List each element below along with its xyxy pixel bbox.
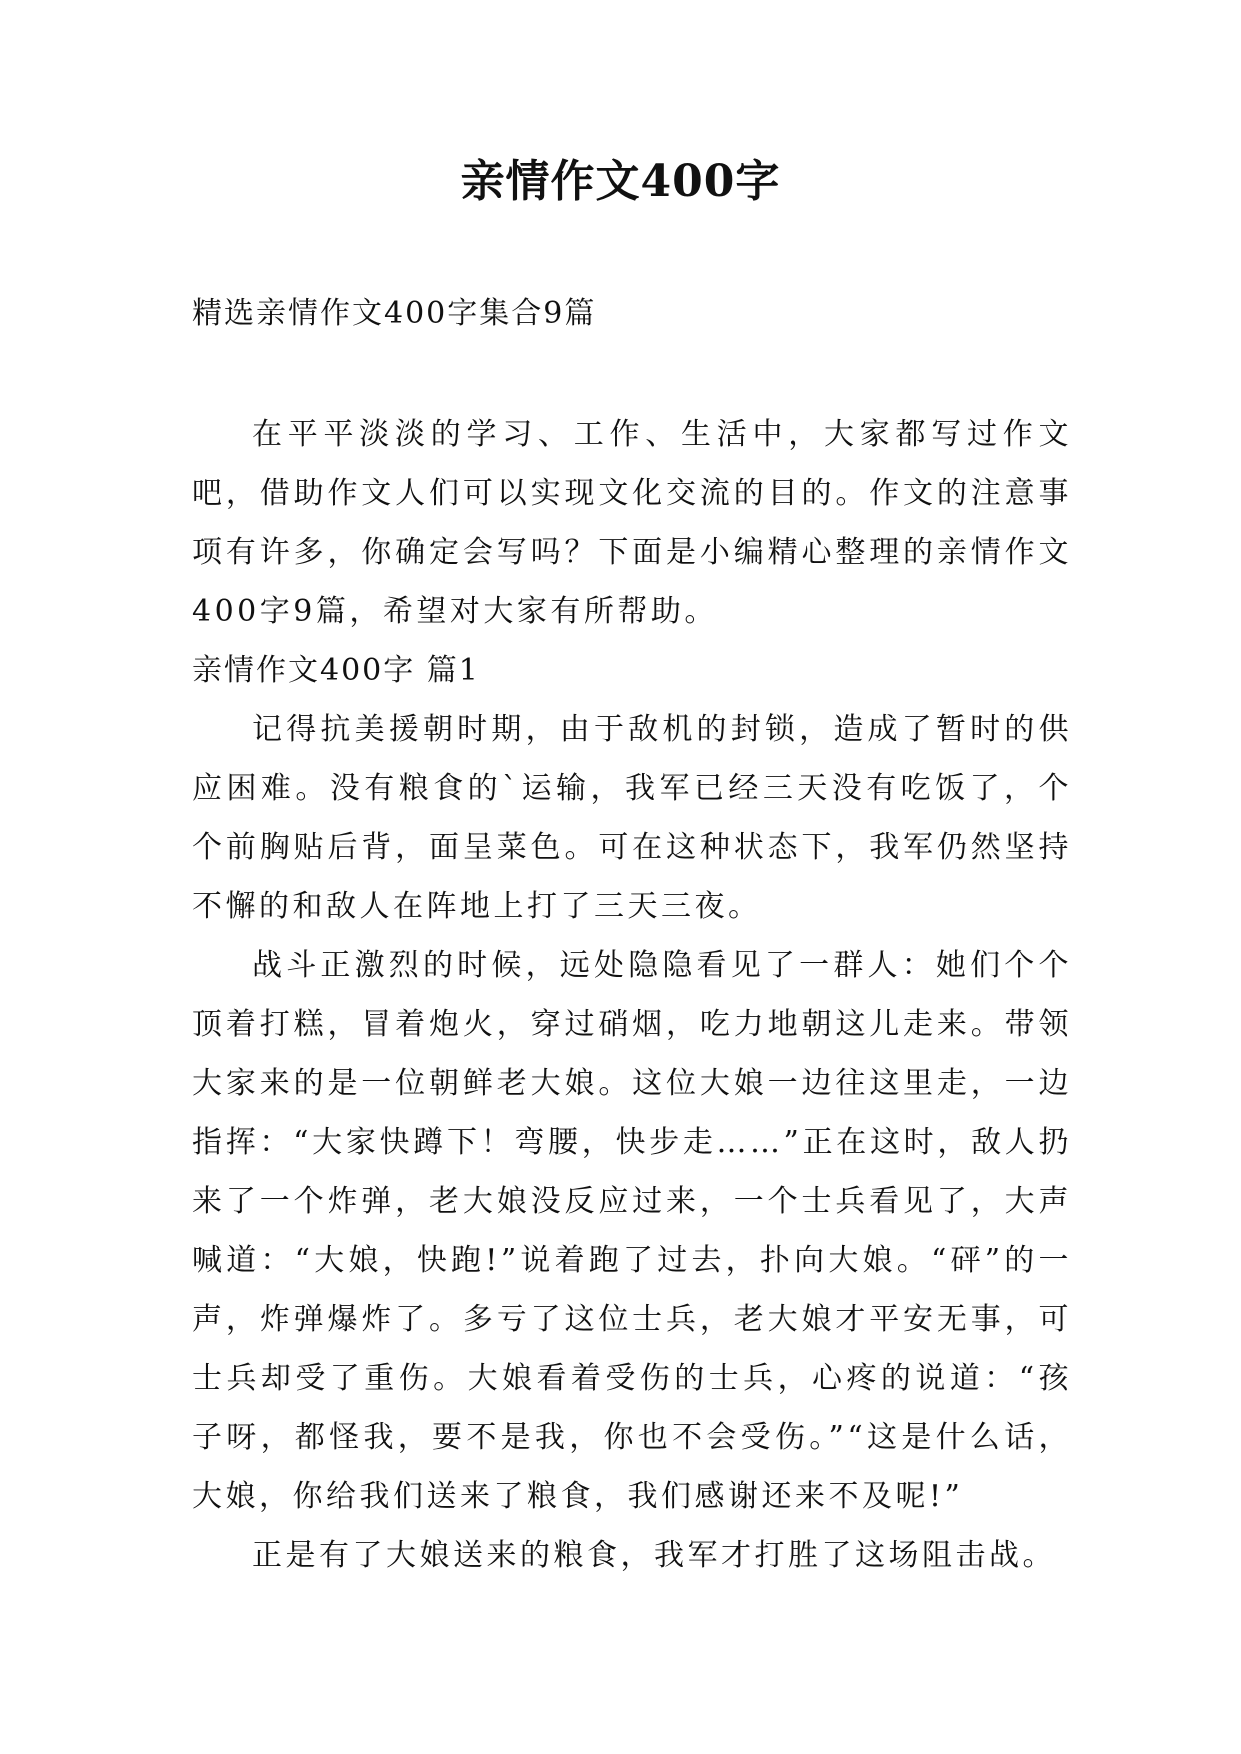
body-paragraph-3: 正是有了大娘送来的粮食，我军才打胜了这场阻击战。	[252, 1538, 1056, 1573]
body-paragraph-1: 记得抗美援朝时期，由于敌机的封锁，造成了暂时的供应困难。没有粮食的`运输，我军已经三天没有吃饭了，个个前胸贴后背，面呈菜色。可在这种状态下，我军仍然坚持不懈的和敌人在阵地上打了三天三夜。	[192, 712, 1072, 924]
document-title: 亲情作文400字	[460, 156, 781, 207]
document-body	[192, 405, 1072, 1585]
body-paragraph-2: 战斗正激烈的时候，远处隐隐看见了一群人：她们个个顶着打糕，冒着炮火，穿过硝烟，吃力地朝这儿走来。带领大家来的是一位朝鲜老大娘。这位大娘一边往这里走，一边指挥：“大家快蹲下！弯腰，快步走……”正在这时，敌人扔来了一个炸弹，老大娘没反应过来，一个士兵看见了，大声喊道：“大娘，快跑!”说着跑了过去，扑向大娘。“砰”的一声，炸弹爆炸了。多亏了这位士兵，老大娘才平安无事，可士兵却受了重伤。大娘看着受伤的士兵，心疼的说道：“孩子呀，都怪我，要不是我，你也不会受伤。”“这是什么话，大娘，你给我们送来了粮食，我们感谢还来不及呢!”	[192, 948, 1072, 1514]
section-heading: 亲情作文400字 篇1	[192, 653, 480, 688]
intro-paragraph: 在平平淡淡的学习、工作、生活中，大家都写过作文吧，借助作文人们可以实现文化交流的目的。作文的注意事项有许多，你确定会写吗？下面是小编精心整理的亲情作文400字9篇，希望对大家有所帮助。	[192, 417, 1072, 629]
document-subtitle: 精选亲情作文400字集合9篇	[192, 296, 597, 331]
